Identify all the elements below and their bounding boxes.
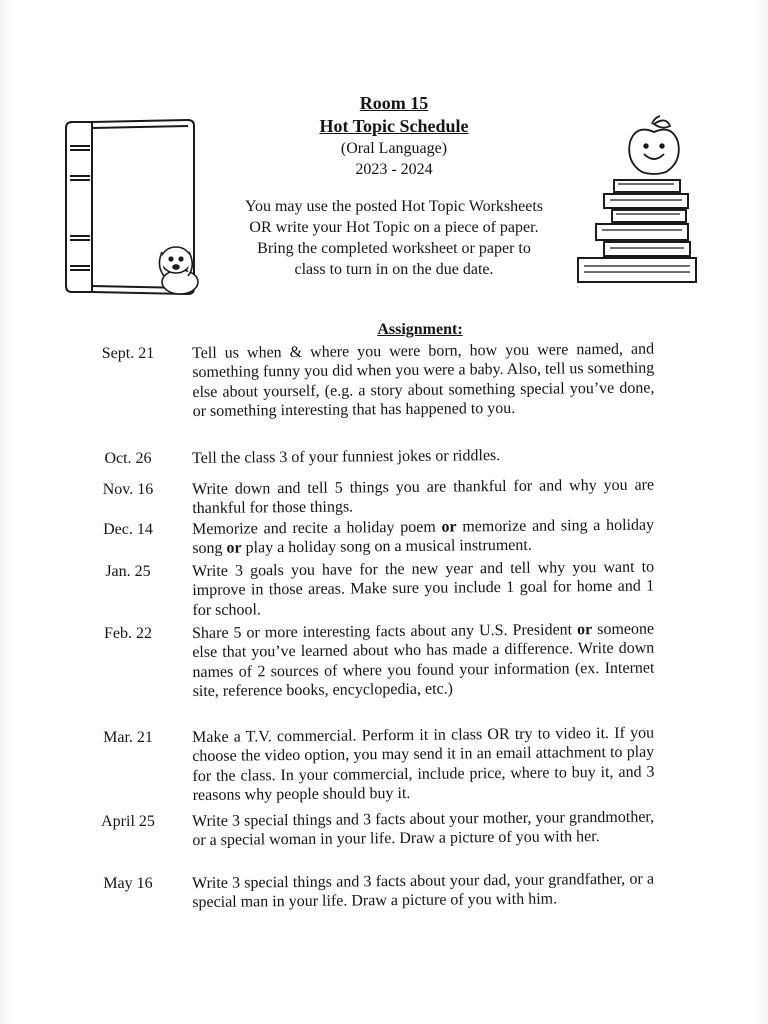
text-part: someone else that you’ve learned about who has made a difference. Write down names of 2 sources of where you found your information (ex. Internet site, reference books, encyclopedia, etc.) bbox=[192, 620, 655, 700]
assignment-text: Tell the class 3 of your funniest jokes or riddles. bbox=[192, 447, 501, 467]
assignment-date: April 25 bbox=[101, 813, 155, 830]
assignment-date: Oct. 26 bbox=[104, 450, 152, 467]
assignment-text: Write 3 goals you have for the new year and tell why you want to improve in those areas. Make sure you include 1 goal for home and 1 for school. bbox=[192, 558, 655, 619]
assignment-date: Jan. 25 bbox=[105, 563, 151, 580]
text-part: play a holiday song on a musical instrument. bbox=[241, 537, 532, 557]
assignment-heading: Assignment: bbox=[377, 321, 463, 338]
assignment-text bbox=[192, 620, 655, 702]
instructions-paragraph: You may use the posted Hot Topic Worksheets OR write your Hot Topic on a piece of paper. Bring the completed worksheet or paper to class to turn in on the due date. bbox=[244, 198, 544, 278]
page-header bbox=[240, 92, 548, 180]
schedule-subtitle: (Oral Language) bbox=[340, 140, 448, 157]
text-part: Memorize and recite a holiday poem bbox=[192, 518, 442, 538]
assignment-date: Mar. 21 bbox=[103, 729, 153, 746]
school-year: 2023 - 2024 bbox=[355, 161, 433, 178]
assignment-date: Nov. 16 bbox=[102, 481, 154, 498]
text-part: Share 5 or more interesting facts about any U.S. President bbox=[192, 621, 578, 642]
assignment-date: Dec. 14 bbox=[103, 521, 153, 538]
assignment-text: Write 3 special things and 3 facts about your mother, your grandmother, or a special woman in your life. Draw a picture of you with her. bbox=[192, 808, 655, 850]
assignment-text: Tell us when & where you were born, how you were named, and something funny you did when you were a baby. Also, tell us something else about yourself, (e.g. a story about something special you’ve done, or something interesting that has happened to you. bbox=[192, 340, 655, 420]
book-with-puppy-illustration bbox=[62, 116, 200, 300]
schedule-title: Hot Topic Schedule bbox=[319, 116, 469, 136]
assignment-date: May 16 bbox=[103, 875, 153, 892]
text-emphasis: or bbox=[577, 621, 593, 639]
assignment-text: Write down and tell 5 things you are thankful for and why you are thankful for those things. bbox=[192, 476, 655, 518]
assignment-date: Sept. 21 bbox=[101, 345, 155, 362]
assignment-text: Write 3 special things and 3 facts about your dad, your grandfather, or a special man in your life. Draw a picture of you with him. bbox=[192, 870, 655, 912]
room-title: Room 15 bbox=[359, 93, 429, 113]
text-part: memorize and sing a holiday song bbox=[192, 516, 655, 558]
text-emphasis: or bbox=[441, 518, 457, 536]
assignment-text bbox=[192, 516, 654, 559]
text-emphasis: or bbox=[226, 539, 242, 557]
assignment-text: Make a T.V. commercial. Perform it in class OR try to video it. If you choose the video option, you may send it in an email attachment to play for the class. In your commercial, include price, where to buy it, and 3 reasons why people should buy it. bbox=[192, 724, 655, 804]
apple-on-books-illustration bbox=[574, 114, 698, 288]
assignment-date: Feb. 22 bbox=[104, 625, 152, 642]
